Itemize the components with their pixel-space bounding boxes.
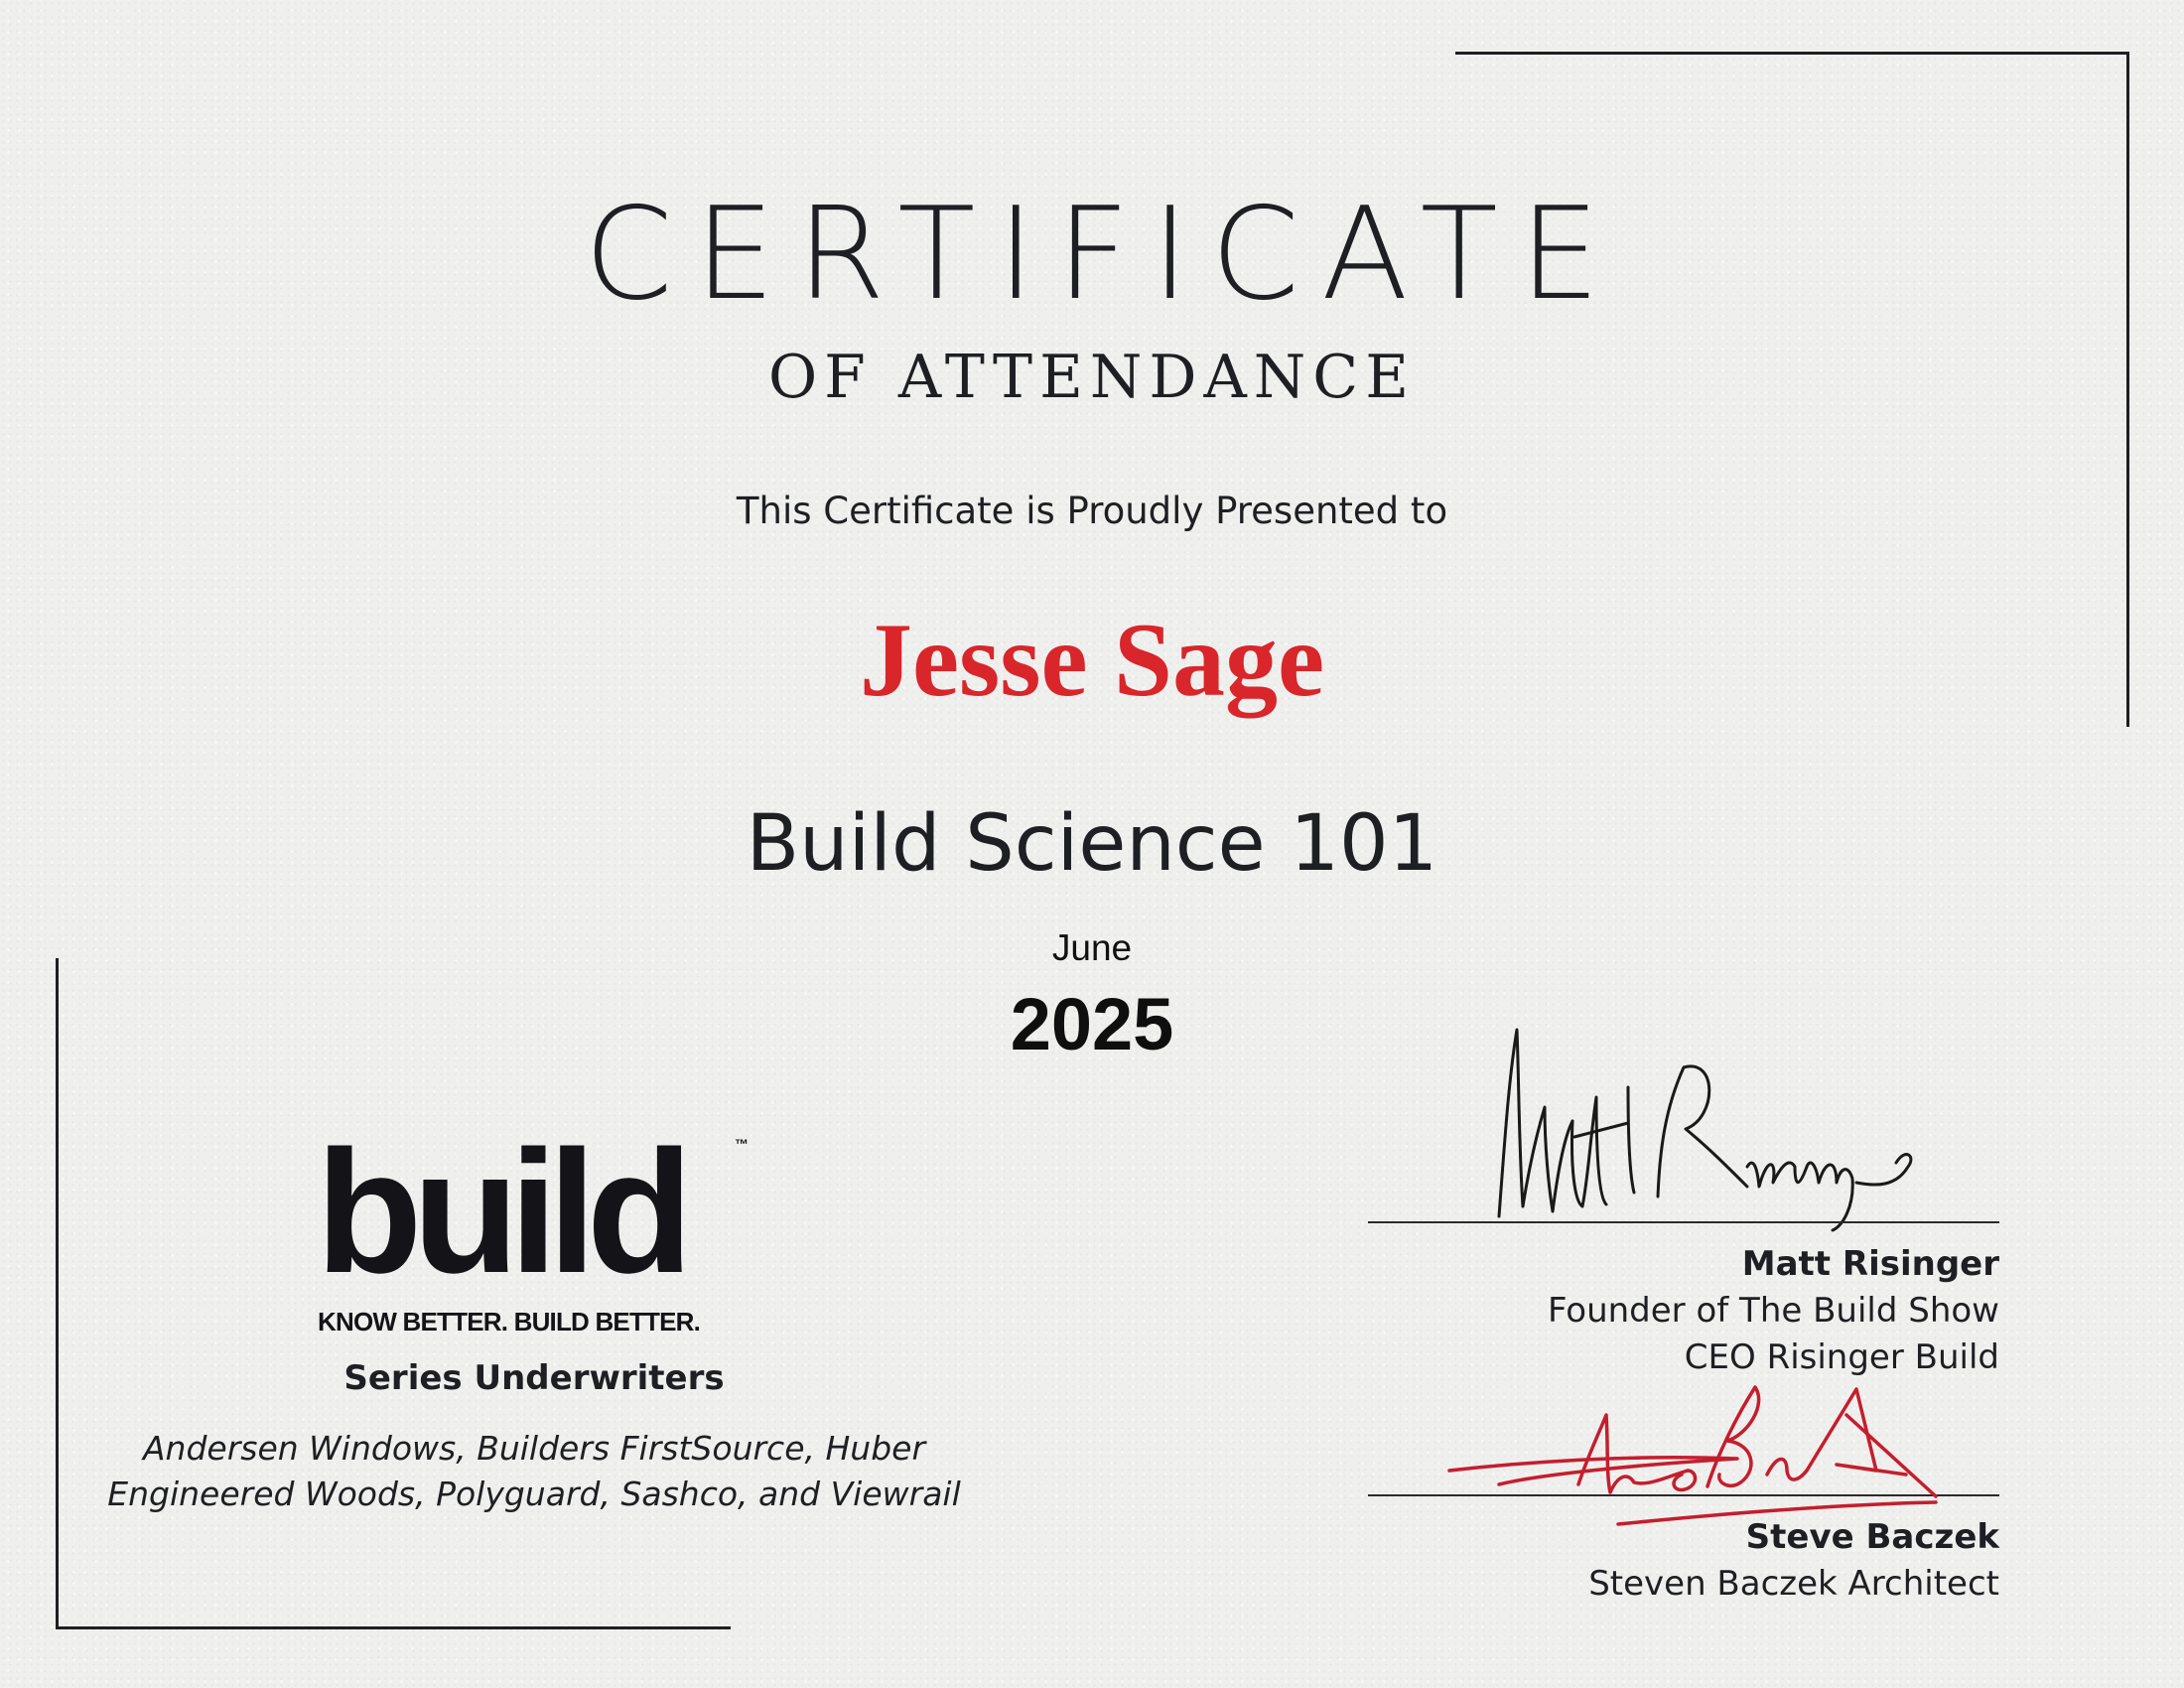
certificate-year: 2025: [1010, 983, 1174, 1065]
trademark-symbol: ™: [735, 1136, 749, 1152]
logo-tagline: KNOW BETTER. BUILD BETTER.: [318, 1307, 701, 1336]
signer-2-name: Steve Baczek: [1745, 1517, 1999, 1557]
signer-1: [1548, 1241, 1999, 1381]
certificate-title: CERTIFICATE: [584, 181, 1622, 329]
steve-baczek-signature: [1439, 1375, 1995, 1544]
build-wordmark: build: [316, 1115, 684, 1310]
build-logo: [316, 1115, 752, 1310]
signer-1-title-1: Founder of The Build Show: [1547, 1291, 1999, 1331]
matt-risinger-signature: [1479, 1018, 1976, 1236]
certificate-subtitle: OF ATTENDANCE: [767, 343, 1417, 412]
frame-top-border: [1455, 52, 2129, 55]
signer-1-name: Matt Risinger: [1741, 1244, 1999, 1284]
underwriters-list: Andersen Windows, Builders FirstSource, Huber Engineered Woods, Polyguard, Sashco, and Viewrail: [107, 1429, 961, 1513]
recipient-name: Jesse Sage: [859, 602, 1325, 718]
signer-2-title-1: Steven Baczek Architect: [1588, 1564, 1999, 1604]
signature-line-1: [1368, 1221, 1999, 1223]
underwriters-title: Series Underwriters: [343, 1358, 725, 1398]
presented-to-text: This Certificate is Proudly Presented to: [736, 490, 1448, 532]
course-name: Build Science 101: [746, 799, 1438, 889]
signer-1-title-2: CEO Risinger Build: [1684, 1337, 1999, 1377]
certificate-month: June: [1051, 927, 1133, 968]
frame-bottom-border: [56, 1626, 731, 1629]
